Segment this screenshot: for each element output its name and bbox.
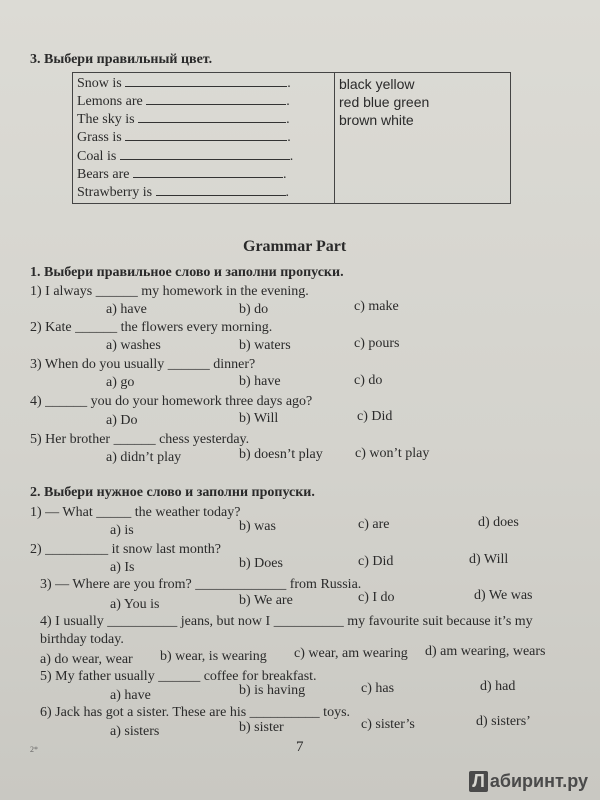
answer-blank — [133, 165, 283, 178]
row-label: Strawberry is — [77, 185, 153, 200]
answer-blank — [120, 147, 290, 160]
question: 5) Her brother ______ chess yesterday. — [30, 432, 250, 447]
option: c) wear, am wearing — [294, 646, 408, 661]
option: b) wear, is wearing — [160, 649, 267, 664]
option: b) sister — [239, 720, 284, 735]
color-words: red blue green — [339, 94, 430, 110]
row-label: Snow is — [77, 76, 122, 91]
option: c) sister’s — [361, 717, 415, 732]
row-label: The sky is — [77, 112, 135, 127]
option: a) washes — [106, 338, 161, 353]
answer-blank — [138, 110, 286, 123]
option: b) do — [239, 302, 269, 317]
section-title: Grammar Part — [243, 238, 347, 255]
table-row: Grass is . — [77, 130, 291, 145]
answer-blank — [156, 183, 286, 196]
option: b) Does — [239, 556, 283, 571]
option: a) Do — [106, 413, 138, 428]
question: 4) ______ you do your homework three days ago? — [30, 394, 313, 409]
option: a) have — [106, 302, 147, 317]
option: c) pours — [354, 336, 400, 351]
option: a) Is — [110, 560, 135, 575]
color-table — [72, 72, 511, 204]
option: c) has — [361, 681, 395, 696]
answer-blank — [146, 92, 286, 105]
option: c) make — [354, 299, 399, 314]
question: 4) I usually __________ jeans, but now I __________ my favourite suit because it’s my — [40, 614, 533, 629]
exercise-3-title: 3. Выбери правильный цвет. — [30, 52, 213, 67]
question-continued: birthday today. — [40, 632, 124, 647]
option: c) won’t play — [355, 446, 430, 461]
table-row: Lemons are . — [77, 94, 290, 109]
part-1-title: 1. Выбери правильное слово и заполни пропуски. — [30, 265, 344, 280]
part-2-title: 2. Выбери нужное слово и заполни пропуски. — [30, 485, 315, 500]
option: c) are — [358, 517, 390, 532]
row-label: Bears are — [77, 167, 130, 182]
option: a) didn’t play — [106, 450, 182, 465]
color-words: brown white — [339, 112, 414, 128]
table-row: Bears are . — [77, 167, 287, 182]
page-number: 7 — [296, 739, 304, 755]
option: c) do — [354, 373, 383, 388]
option: d) does — [478, 515, 519, 530]
logo-badge: Л — [469, 771, 488, 792]
answer-blank — [125, 74, 287, 87]
option: d) Will — [469, 552, 509, 567]
answer-blank — [125, 128, 287, 141]
table-row: The sky is . — [77, 112, 290, 127]
labirint-logo — [469, 771, 588, 792]
color-words: black yellow — [339, 76, 415, 92]
option: b) doesn’t play — [239, 447, 323, 462]
option: b) is having — [239, 683, 306, 698]
option: a) sisters — [110, 724, 160, 739]
question: 1) — What _____ the weather today? — [30, 505, 241, 520]
option: a) do wear, wear — [40, 652, 133, 667]
question: 6) Jack has got a sister. These are his __________ toys. — [40, 705, 351, 720]
option: b) have — [239, 374, 281, 389]
question: 2) Kate ______ the flowers every morning. — [30, 320, 273, 335]
row-label: Lemons are — [77, 94, 143, 109]
option: c) Did — [358, 554, 394, 569]
table-row: Strawberry is . — [77, 185, 290, 200]
option: b) We are — [239, 593, 293, 608]
option: a) go — [106, 375, 135, 390]
option: b) was — [239, 519, 276, 534]
option: a) is — [110, 523, 134, 538]
table-row: Coal is . — [77, 149, 294, 164]
option: a) You is — [110, 597, 160, 612]
option: d) We was — [474, 588, 533, 603]
option: d) am wearing, wears — [425, 644, 546, 659]
option: a) have — [110, 688, 151, 703]
question: 1) I always ______ my homework in the evening. — [30, 284, 309, 299]
question: 3) — Where are you from? _____________ from Russia. — [40, 577, 362, 592]
table-row: Snow is . — [77, 76, 291, 91]
logo-text: абиринт.ру — [489, 771, 588, 791]
option: b) Will — [239, 411, 279, 426]
table-divider — [334, 73, 335, 203]
option: d) had — [480, 679, 516, 694]
question: 3) When do you usually ______ dinner? — [30, 357, 256, 372]
question: 5) My father usually ______ coffee for breakfast. — [40, 669, 317, 684]
option: c) I do — [358, 590, 395, 605]
option: d) sisters’ — [476, 714, 531, 729]
row-label: Grass is — [77, 130, 122, 145]
option: c) Did — [357, 409, 393, 424]
question: 2) _________ it snow last month? — [30, 542, 221, 557]
corner-mark: 2* — [30, 745, 38, 754]
option: b) waters — [239, 338, 291, 353]
row-label: Coal is — [77, 149, 117, 164]
